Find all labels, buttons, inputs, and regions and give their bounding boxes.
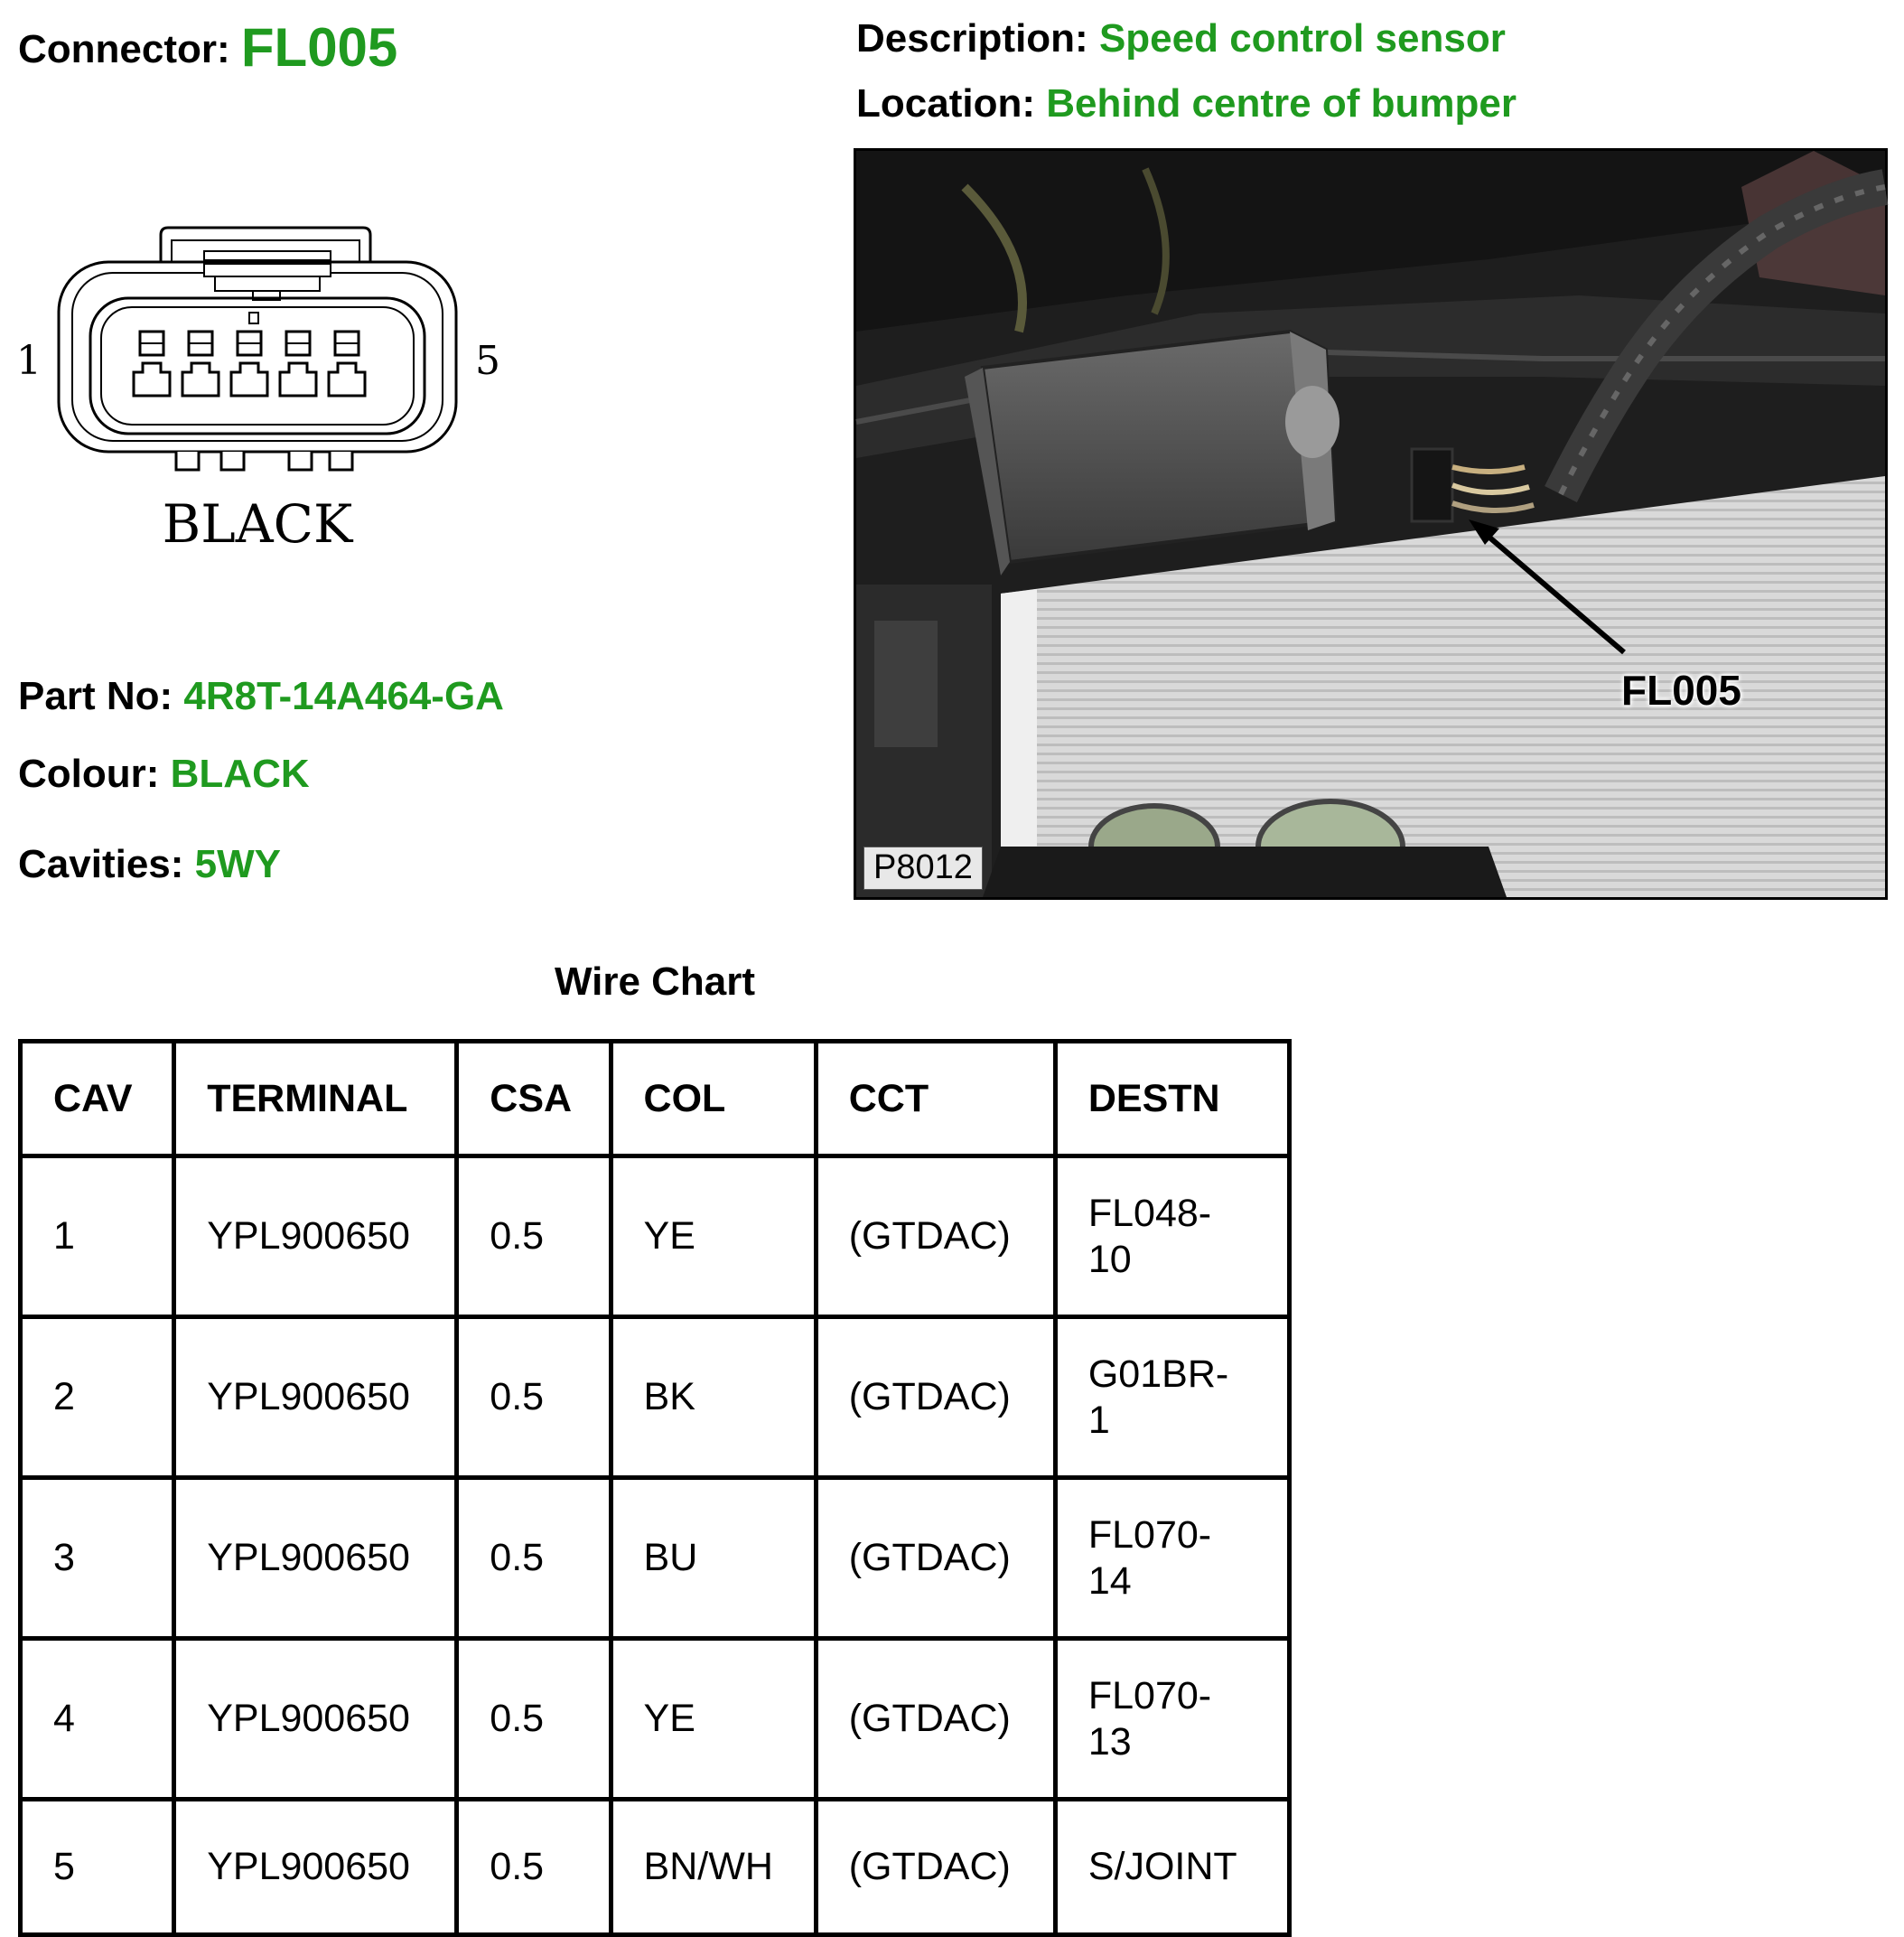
cell-destn bbox=[1055, 1800, 1289, 1935]
cell-cav: 3 bbox=[21, 1478, 174, 1639]
location-value: Behind centre of bumper bbox=[1046, 81, 1517, 126]
cell-cct: (GTDAC) bbox=[816, 1800, 1055, 1935]
cavities-label: Cavities: bbox=[18, 842, 184, 886]
cell-terminal: YPL900650 bbox=[174, 1317, 457, 1478]
cell-terminal: YPL900650 bbox=[174, 1639, 457, 1800]
cell-cav: 2 bbox=[21, 1317, 174, 1478]
cell-col: YE bbox=[611, 1639, 816, 1800]
pin-right-number: 5 bbox=[475, 338, 500, 384]
location-line bbox=[856, 81, 1517, 126]
connector-colour-caption: BLACK bbox=[162, 493, 353, 555]
cell-col: BU bbox=[611, 1478, 816, 1639]
cell-csa: 0.5 bbox=[457, 1156, 611, 1317]
table-row bbox=[21, 1478, 1290, 1639]
cavities-line bbox=[18, 842, 281, 887]
header-destn: DESTN bbox=[1055, 1042, 1289, 1156]
cell-cct: (GTDAC) bbox=[816, 1317, 1055, 1478]
connector-value: FL005 bbox=[240, 17, 398, 78]
cell-destn-text: FL070-14 bbox=[1087, 1513, 1212, 1603]
table-row bbox=[21, 1639, 1290, 1800]
connector-heading bbox=[18, 16, 397, 79]
description-line bbox=[856, 16, 1506, 61]
header-cav: CAV bbox=[21, 1042, 174, 1156]
colour-line bbox=[18, 752, 310, 797]
header-cct: CCT bbox=[816, 1042, 1055, 1156]
part-no-label: Part No: bbox=[18, 674, 173, 718]
description-label: Description: bbox=[856, 16, 1088, 61]
table-header-row bbox=[21, 1042, 1290, 1156]
description-value: Speed control sensor bbox=[1098, 16, 1506, 61]
location-label: Location: bbox=[856, 81, 1035, 126]
cell-cav: 1 bbox=[21, 1156, 174, 1317]
part-no-value: 4R8T-14A464-GA bbox=[183, 674, 504, 718]
connector-label: Connector: bbox=[18, 27, 230, 71]
connector-face-diagram bbox=[16, 217, 533, 578]
cell-destn-text: FL048-10 bbox=[1087, 1192, 1212, 1281]
photo-callout-label: FL005 bbox=[1621, 667, 1741, 714]
cell-destn bbox=[1055, 1156, 1289, 1317]
cavities-value: 5WY bbox=[194, 842, 282, 886]
cell-terminal: YPL900650 bbox=[174, 1156, 457, 1317]
cell-cct: (GTDAC) bbox=[816, 1478, 1055, 1639]
cell-terminal: YPL900650 bbox=[174, 1800, 457, 1935]
cell-cav: 4 bbox=[21, 1639, 174, 1800]
cell-destn-text: S/JOINT bbox=[1087, 1845, 1237, 1889]
cell-csa: 0.5 bbox=[457, 1317, 611, 1478]
table-row bbox=[21, 1800, 1290, 1935]
header-csa: CSA bbox=[457, 1042, 611, 1156]
cell-cct: (GTDAC) bbox=[816, 1156, 1055, 1317]
cell-csa: 0.5 bbox=[457, 1478, 611, 1639]
cell-destn-text: FL070-13 bbox=[1087, 1674, 1212, 1764]
cell-destn bbox=[1055, 1478, 1289, 1639]
cell-col: YE bbox=[611, 1156, 816, 1317]
header-terminal: TERMINAL bbox=[174, 1042, 457, 1156]
cell-destn-text: G01BR-1 bbox=[1087, 1352, 1229, 1442]
part-no-line bbox=[18, 674, 504, 719]
cell-destn bbox=[1055, 1317, 1289, 1478]
cell-cav: 5 bbox=[21, 1800, 174, 1935]
cell-destn bbox=[1055, 1639, 1289, 1800]
table-row bbox=[21, 1317, 1290, 1478]
cell-cct: (GTDAC) bbox=[816, 1639, 1055, 1800]
table-row bbox=[21, 1156, 1290, 1317]
cell-col: BK bbox=[611, 1317, 816, 1478]
location-photo-illustration bbox=[856, 151, 1885, 897]
colour-label: Colour: bbox=[18, 752, 160, 796]
colour-value: BLACK bbox=[170, 752, 310, 796]
wire-chart-title: Wire Chart bbox=[554, 959, 756, 1004]
wire-chart-table bbox=[18, 1039, 1292, 1937]
location-photo bbox=[854, 148, 1888, 900]
pin-left-number: 1 bbox=[16, 338, 42, 384]
header-col: COL bbox=[611, 1042, 816, 1156]
cell-col: BN/WH bbox=[611, 1800, 816, 1935]
photo-reference-code: P8012 bbox=[863, 847, 983, 890]
cell-csa: 0.5 bbox=[457, 1800, 611, 1935]
cell-terminal: YPL900650 bbox=[174, 1478, 457, 1639]
cell-csa: 0.5 bbox=[457, 1639, 611, 1800]
